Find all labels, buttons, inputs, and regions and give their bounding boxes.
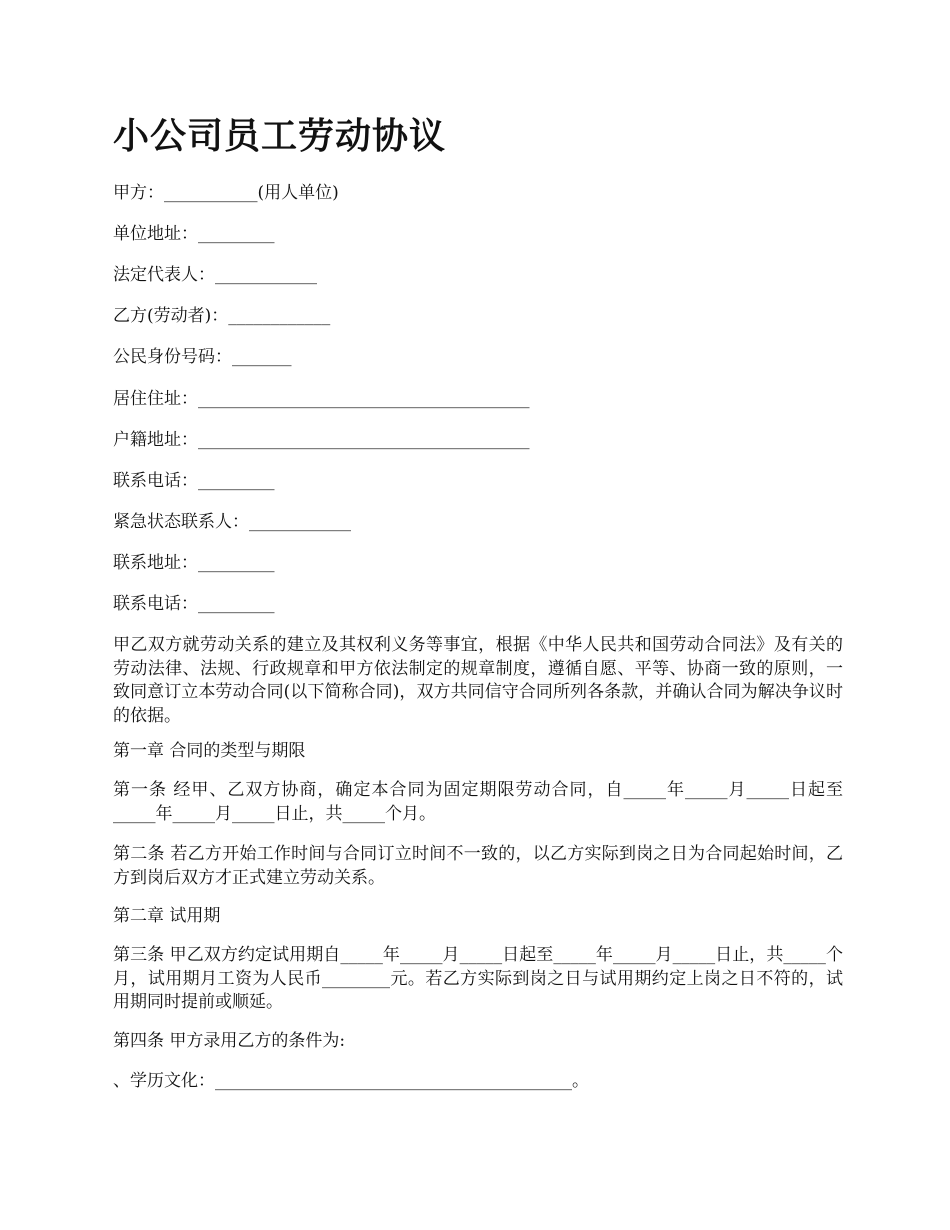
article-4: 第四条 甲方录用乙方的条件为: (113, 1031, 346, 1051)
residence-address-field: 居住住址：_______________________________________ (113, 389, 530, 409)
household-address-field: 户籍地址：_______________________________________ (113, 430, 530, 450)
education-field: 、学历文化：__________________________________________。 (113, 1071, 589, 1091)
emergency-contact-field: 紧急状态联系人：____________ (113, 512, 351, 532)
chapter-2-heading: 第二章 试用期 (113, 906, 221, 926)
id-number-field: 公民身份号码：_______ (113, 347, 292, 367)
article-3: 第三条 甲乙双方约定试用期自_____年_____月_____日起至_____年_____月_____日止，共_____个月，试用期月工资为人民币________元。若乙方实际到岗之日与试用期约定上岗之日不符的，试用期同时提前或顺延。 (113, 945, 843, 1012)
article-1: 第一条 经甲、乙双方协商，确定本合同为固定期限劳动合同，自_____年_____月_____日起至_____年_____月_____日止，共_____个月。 (113, 780, 843, 824)
document-title: 小公司员工劳动协议 (113, 115, 447, 157)
legal-representative-field: 法定代表人：____________ (113, 265, 317, 285)
phone-field: 联系电话：_________ (113, 471, 275, 491)
article-2: 第二条 若乙方开始工作时间与合同订立时间不一致的，以乙方实际到岗之日为合同起始时间，乙方到岗后双方才正式建立劳动关系。 (113, 844, 843, 888)
chapter-1-heading: 第一章 合同的类型与期限 (113, 741, 306, 761)
contact-address-field: 联系地址：_________ (113, 553, 275, 573)
employer-address-field: 单位地址：_________ (113, 224, 275, 244)
contact-phone-field: 联系电话：_________ (113, 594, 275, 614)
party-b-field: 乙方(劳动者)：____________ (113, 306, 331, 326)
party-a-field: 甲方：___________(用人单位) (113, 183, 339, 203)
intro-paragraph: 甲乙双方就劳动关系的建立及其权利义务等事宜，根据《中华人民共和国劳动合同法》及有关的劳动法律、法规、行政规章和甲方依法制定的规章制度，遵循自愿、平等、协商一致的原则，一致同意订立本劳动合同(以下简称合同)，双方共同信守合同所列各条款，并确认合同为解决争议时的依据。 (113, 635, 843, 726)
